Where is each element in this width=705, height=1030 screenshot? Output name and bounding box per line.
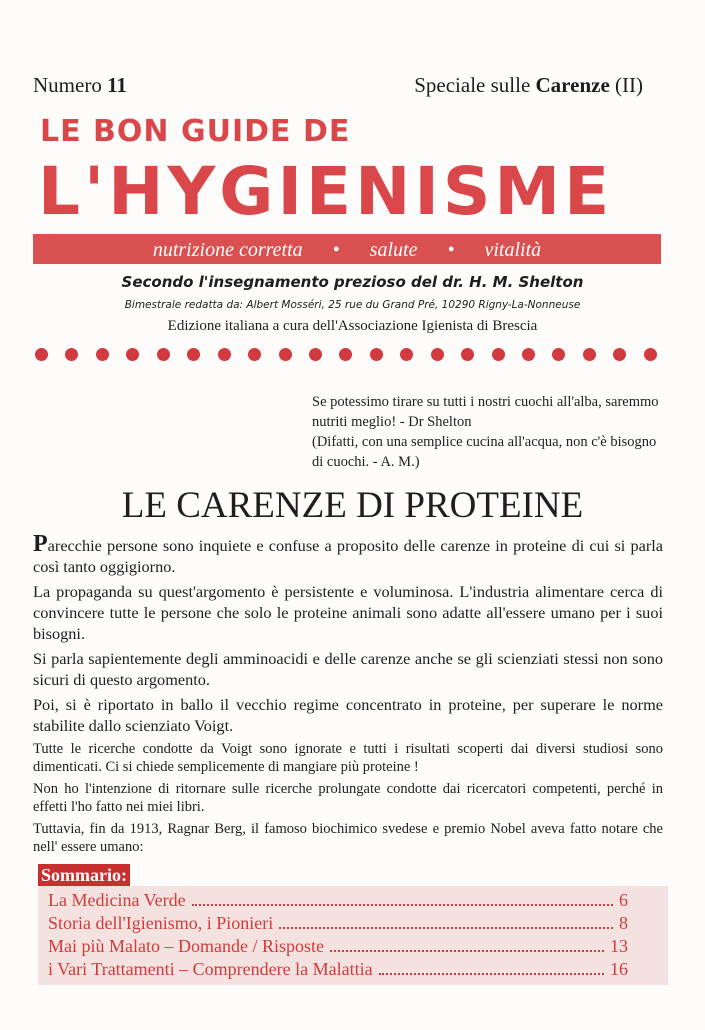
toc-item[interactable]	[38, 958, 668, 981]
special-prefix: Speciale sulle	[414, 73, 531, 97]
toc-item[interactable]	[38, 912, 668, 935]
toc-item[interactable]	[38, 935, 668, 958]
paragraph: Non ho l'intenzione di ritornare sulle ricerche prolungate condotte dai ricercatori competenti, perché in effetti l'ho fatto nei miei libri.	[33, 781, 663, 815]
tagline-item: vitalità	[484, 239, 542, 261]
toc-title: Mai più Malato – Domande / Risposte	[48, 936, 324, 956]
paragraph: Tutte le ricerche condotte da Voigt sono ignorate e tutti i risultati scoperti dai diversi studiosi sono dimenticati. Ci si chiede semplicemente di mangiare più proteine !	[33, 741, 663, 775]
paragraph-text: arecchie persone sono inquiete e confuse a proposito delle carenze in proteine di cui si parla così tanto oggigiorno.	[33, 536, 663, 576]
issue-value: 11	[107, 73, 127, 97]
special-topic: Carenze	[535, 73, 610, 97]
quote-line: Se potessimo tirare su tutti i nostri cuochi all'alba, saremmo nutriti meglio! - Dr Shelton	[312, 394, 659, 430]
issue-label: Numero	[33, 73, 102, 97]
toc-leader	[379, 973, 604, 975]
paragraph: Si parla sapientemente degli amminoacidi e delle carenze anche se gli scienziati stessi non sono sicuri di questo argomento.	[33, 649, 663, 689]
toc-leader	[192, 904, 613, 906]
subtitle: Secondo l'insegnamento prezioso del dr. H. M. Shelton	[121, 273, 584, 291]
paragraph: Tuttavia, fin da 1913, Ragnar Berg, il famoso biochimico svedese e premio Nobel aveva fatto notare che nell' essere umano:	[33, 821, 663, 855]
toc-title: La Medicina Verde	[48, 890, 186, 910]
paragraph	[33, 531, 663, 577]
masthead-line1: LE BON GUIDE DE	[40, 114, 351, 149]
masthead-line2: L'HYGIENISME	[38, 153, 614, 230]
publisher-line: Bimestrale redatta da: Albert Mosséri, 25 rue du Grand Pré, 10290 Rigny-La-Nonneuse	[124, 299, 581, 311]
quote-note: (Difatti, con una semplice cucina all'acqua, non c'è bisogno di cuochi. - A. M.)	[312, 434, 657, 470]
paragraph: La propaganda su quest'argomento è persistente e voluminosa. L'industria alimentare cerca di convincere tutte le persone che solo le proteine animali sono adatte all'essere umano per i suoi bisogni.	[33, 582, 663, 643]
toc-title: i Vari Trattamenti – Comprendere la Malattia	[48, 959, 373, 979]
paragraph: Poi, si è riportato in ballo il vecchio regime concentrato in proteine, per superare le norme stabilite dallo scienziato Voigt.	[33, 695, 663, 735]
tagline-bullet: •	[332, 239, 340, 261]
article-title: LE CARENZE DI PROTEINE	[121, 485, 584, 526]
drop-cap: P	[33, 531, 48, 557]
toc-item[interactable]	[38, 889, 668, 912]
summary-label: Sommario:	[38, 864, 130, 886]
toc-page: 6	[619, 890, 628, 910]
toc-page: 13	[610, 936, 628, 956]
tagline-item: salute	[369, 239, 418, 261]
article-body	[33, 531, 663, 856]
special-suffix: (II)	[615, 73, 643, 97]
toc-leader	[330, 950, 604, 952]
tagline-bullet: •	[447, 239, 455, 261]
toc-page: 8	[619, 913, 628, 933]
toc-title: Storia dell'Igienismo, i Pionieri	[48, 913, 274, 933]
toc-page: 16	[610, 959, 628, 979]
summary-section	[38, 864, 668, 985]
tagline-item: nutrizione corretta	[152, 239, 303, 261]
edition-line: Edizione italiana a cura dell'Associazione Igienista di Brescia	[167, 318, 538, 334]
table-of-contents	[38, 886, 668, 985]
toc-leader	[279, 927, 613, 929]
epigraph	[312, 392, 670, 472]
